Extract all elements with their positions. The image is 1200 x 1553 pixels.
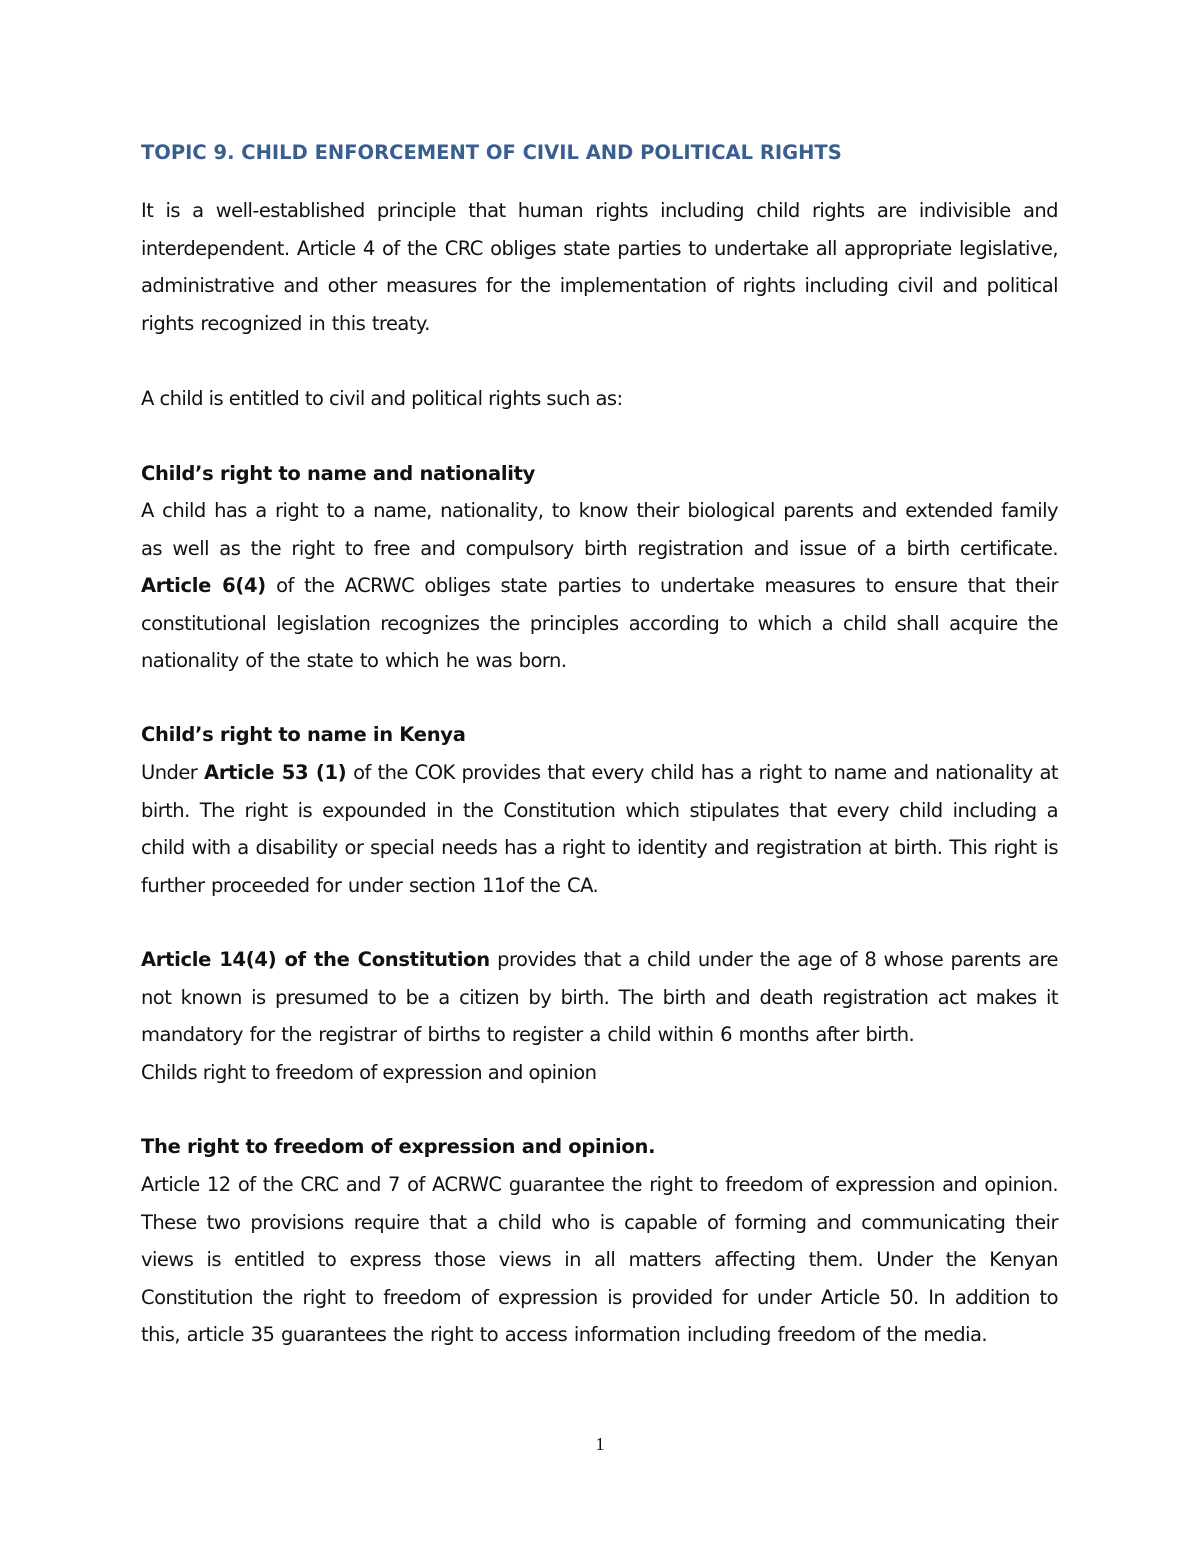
intro-paragraph: It is a well-established principle that human rights including child rights are indivisible and interdependent. Article 4 of the CRC obliges state parties to undertake all appropriate legislative, administrative and other measures for the implementation of rights including civil and political rights recognized in this treaty. — [141, 199, 1058, 335]
article-reference: Article 53 (1) — [204, 761, 347, 784]
expression-subtitle-line: Childs right to freedom of expression and opinion — [141, 1061, 597, 1084]
paragraph-article-14 — [141, 941, 1058, 1054]
paragraph-text: provides that a child under the age of 8 whose parents are not known is presumed to be a citizen by birth. The birth and death registration act makes it mandatory for the registrar of births to register a child within 6 months after birth. — [141, 948, 1059, 1047]
article-reference: Article 14(4) of the Constitution — [141, 948, 490, 971]
paragraph-text: A child has a right to a name, nationality, to know their biological parents and extended family as well as the right to free and compulsory birth registration and issue of a birth certificate. — [141, 499, 1058, 560]
heading-name-kenya: Child’s right to name in Kenya — [141, 723, 466, 746]
paragraph-text: of the ACRWC obliges state parties to undertake measures to ensure that their constitutional legislation recognizes the principles according to which a child shall acquire the nationality of the state to which he was born. — [141, 574, 1058, 673]
paragraph-expression: Article 12 of the CRC and 7 of ACRWC guarantee the right to freedom of expression and opinion. These two provisions require that a child who is capable of forming and communicating their views is entitled to express those views in all matters affecting them. Under the Kenyan Constitution the right to freedom of expression is provided for under Article 50. In addition to this, article 35 guarantees the right to access information including freedom of the media. — [141, 1173, 1058, 1347]
document-title: TOPIC 9. CHILD ENFORCEMENT OF CIVIL AND POLITICAL RIGHTS — [141, 141, 842, 164]
paragraph-text: Under — [141, 761, 205, 784]
article-reference: Article 6(4) — [141, 574, 266, 598]
paragraph-text: of the COK provides that every child has a right to name and nationality at birth. The right is expounded in the Constitution which stipulates that every child including a child with a disability or special needs has a right to identity and registration at birth. This right is further proceeded for under section 11of the CA. — [141, 761, 1058, 897]
page-number: 1 — [595, 1434, 605, 1454]
entitled-line: A child is entitled to civil and political rights such as: — [141, 387, 623, 410]
heading-expression: The right to freedom of expression and opinion. — [141, 1135, 656, 1158]
paragraph-name-kenya — [141, 754, 1058, 904]
heading-name-nationality: Child’s right to name and nationality — [141, 462, 536, 485]
paragraph-name-nationality — [141, 492, 1058, 680]
